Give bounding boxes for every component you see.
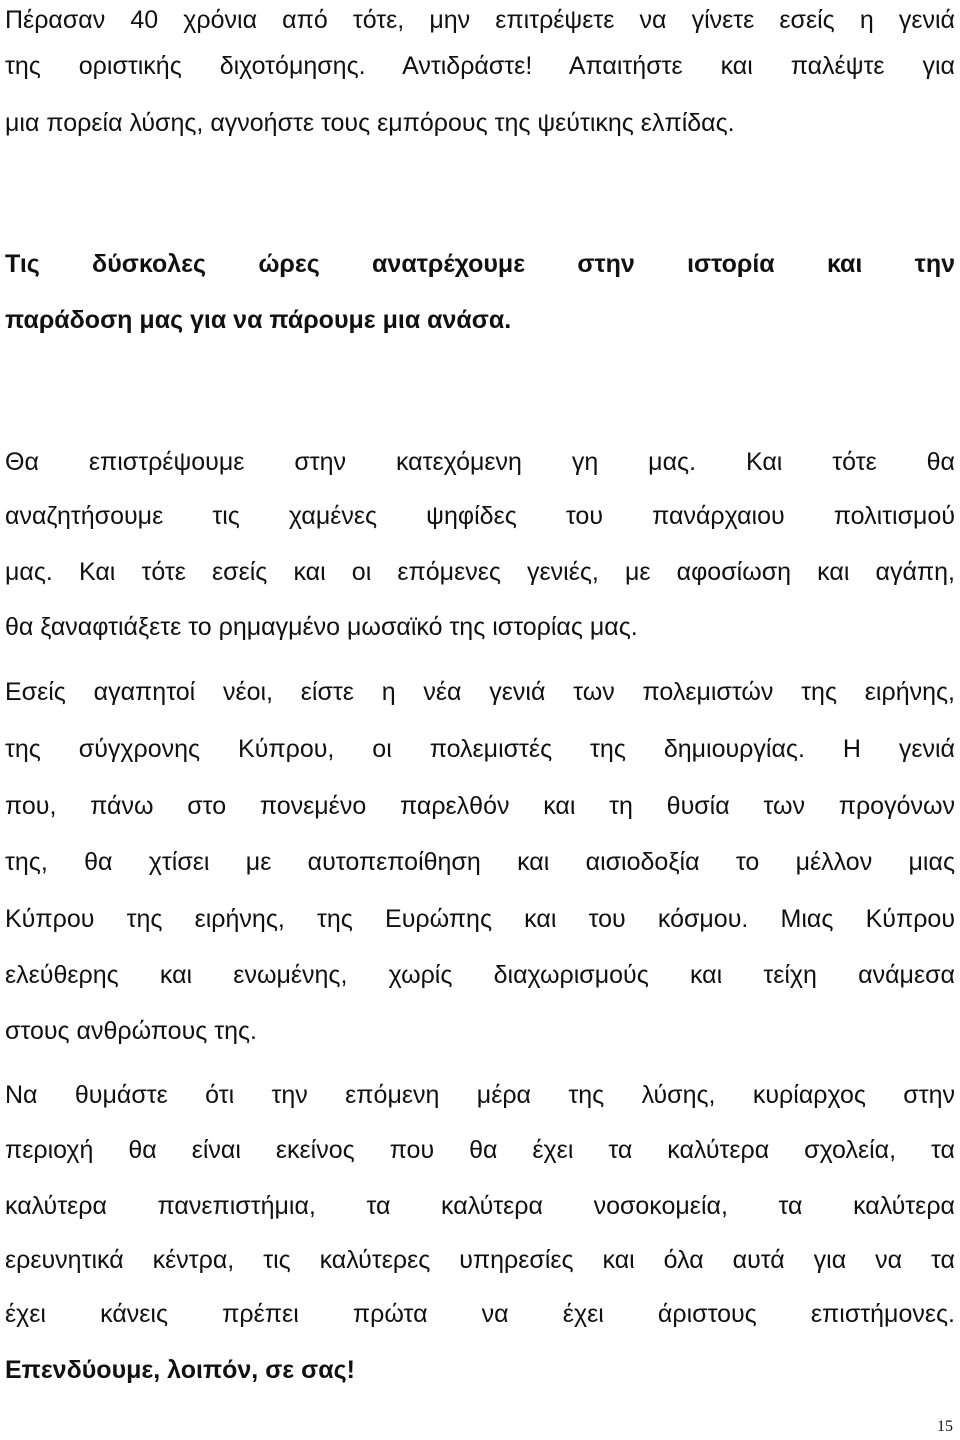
text-line: στους ανθρώπους της. <box>5 1017 258 1045</box>
text-line: θα ξαναφτιάξετε το ρημαγμένο μωσαϊκό της ιστορίας μας. <box>5 613 638 641</box>
closing-statement: Επενδύουμε, λοιπόν, σε σας! <box>5 1356 355 1384</box>
text-line: Εσείς αγαπητοί νέοι, είστε η νέα γενιά των πολεμιστών της ειρήνης, <box>5 678 955 706</box>
text-line: αναζητήσουμε τις χαμένες ψηφίδες του πανάρχαιου πολιτισμού <box>5 502 955 530</box>
text-line: έχει κάνεις πρέπει πρώτα να έχει άριστους επιστήμονες. <box>5 1300 955 1328</box>
text-line: της, θα χτίσει με αυτοπεποίθηση και αισιοδοξία το μέλλον μιας <box>5 848 955 876</box>
text-line: που, πάνω στο πονεμένο παρελθόν και τη θυσία των προγόνων <box>5 792 955 820</box>
text-line: ελεύθερης και ενωμένης, χωρίς διαχωρισμούς και τείχη ανάμεσα <box>5 961 955 989</box>
page-number: 15 <box>937 1418 953 1435</box>
text-line: ερευνητικά κέντρα, τις καλύτερες υπηρεσίες και όλα αυτά για να τα <box>5 1246 955 1274</box>
text-line: μια πορεία λύσης, αγνοήστε τους εμπόρους της ψεύτικης ελπίδας. <box>5 109 735 137</box>
text-line: Να θυμάστε ότι την επόμενη μέρα της λύσης, κυρίαρχος στην <box>5 1081 955 1109</box>
bold-text-line: παράδοση μας για να πάρουμε μια ανάσα. <box>5 306 512 334</box>
text-line: της οριστικής διχοτόμησης. Αντιδράστε! Απαιτήστε και παλέψτε για <box>5 52 955 80</box>
text-line: περιοχή θα είναι εκείνος που θα έχει τα καλύτερα σχολεία, τα <box>5 1136 955 1164</box>
bold-text-line: Τις δύσκολες ώρες ανατρέχουμε στην ιστορία και την <box>5 250 955 278</box>
text-line: καλύτερα πανεπιστήμια, τα καλύτερα νοσοκομεία, τα καλύτερα <box>5 1192 955 1220</box>
text-line: Κύπρου της ειρήνης, της Ευρώπης και του κόσμου. Μιας Κύπρου <box>5 905 955 933</box>
text-line: Θα επιστρέψουμε στην κατεχόμενη γη μας. Και τότε θα <box>5 448 955 476</box>
text-line: μας. Και τότε εσείς και οι επόμενες γενιές, με αφοσίωση και αγάπη, <box>5 558 955 586</box>
text-line: Πέρασαν 40 χρόνια από τότε, μην επιτρέψετε να γίνετε εσείς η γενιά <box>5 6 955 34</box>
document-page <box>5 0 955 1440</box>
text-line: της σύγχρονης Κύπρου, οι πολεμιστές της δημιουργίας. Η γενιά <box>5 735 955 763</box>
